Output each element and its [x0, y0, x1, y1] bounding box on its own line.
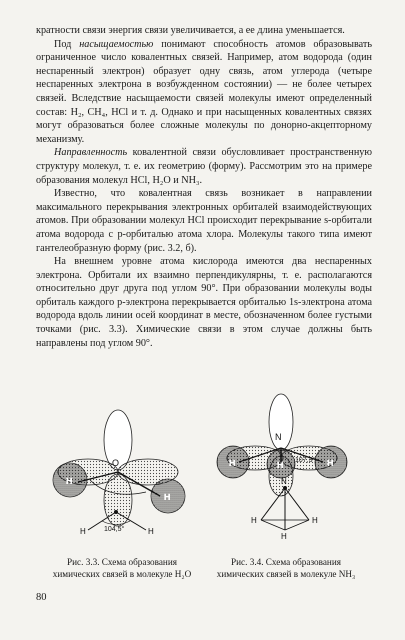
figure-caption-h2o: Рис. 3.3. Схема образования химических связей в молекуле H₂O [52, 557, 192, 579]
label-h-small-right: H [148, 527, 154, 536]
label-h-left: H [66, 476, 73, 486]
figure-caption-nh3: Рис. 3.4. Схема образования химических связей в молекуле NH₃ [216, 557, 356, 579]
label-n-small: N [281, 477, 287, 486]
term-saturation: насыщаемостью [79, 38, 154, 50]
body-text [36, 24, 372, 350]
paragraph-text: понимают способность атомов образовывать ограниченное число ковалентных связей. Например, атом водорода (один неспаренный электрон) образует одну связь, атом углерода (четыре неспаренных электрона в возбужденном состоянии) — не более четырех связей. Вследствие насыщаемости связей молекулы имеют определенный состав: H₂, CH₄, HCl и т. д. Однако и при насыщенных ковалентных связях могут образоваться более сложные молекулы по донорно-акцепторному механизму. [36, 38, 373, 145]
label-angle: 104,5° [104, 526, 125, 533]
paragraph-text: На внешнем уровне атома кислорода имеются два неспаренных электрона. Орбитали их взаимно перпендикулярны, т. е. располагаются относительно друг друга под углом 90°. При образовании молекулы воды орбиталь каждого p-электрона перекрывается орбиталью 1s-электрона атома водорода вдоль линии осей координат в месте, обозначенном более густыми точками (рис. 3.3). Химические связи в этом случае должны быть направлены под углом 90°. [36, 256, 372, 349]
paragraph-5 [36, 255, 372, 350]
paragraph-lead: Под [54, 38, 80, 50]
label-h-right: H [327, 458, 334, 468]
paragraph-4 [36, 187, 372, 255]
label-h-left: H [229, 458, 236, 468]
label-h-small-left: H [80, 527, 86, 536]
paragraph-text: Известно, что ковалентная связь возникает в направлении максимального перекрывания электронных орбиталей взаимодействующих атомов. При образовании молекул HCl происходит перекрывание s-орбитали атома водорода с p-орбиталью атома хлора. Молекулы такого типа имеют гантелеобразную форму (рис. 3.2, б). [36, 188, 372, 254]
term-direction: Направленность [54, 147, 128, 159]
paragraph-text: кратности связи энергия связи увеличивается, а ее длина уменьшается. [36, 25, 345, 36]
label-h-small-1: H [251, 516, 257, 525]
label-h-small-3: H [281, 532, 287, 540]
label-h-small-2: H [312, 516, 318, 525]
page-number: 80 [36, 592, 47, 603]
paragraph-3 [36, 146, 372, 187]
figure-nh3-diagram [215, 392, 355, 540]
label-n: N [275, 432, 282, 442]
paragraph-2 [36, 38, 372, 147]
label-angle: 107,3° [295, 457, 316, 464]
label-o: O [112, 458, 120, 468]
paragraph-text: ковалентной связи обусловливает пространственную структуру молекул, т. е. их геометрию (форму). Рассмотрим это на примере образования молекул HCl, H₂O и NH₃. [36, 147, 372, 186]
figure-h2o-diagram [50, 400, 200, 548]
label-h-front: H [277, 460, 284, 470]
label-h-right: H [164, 492, 171, 502]
paragraph-1 [36, 24, 372, 38]
